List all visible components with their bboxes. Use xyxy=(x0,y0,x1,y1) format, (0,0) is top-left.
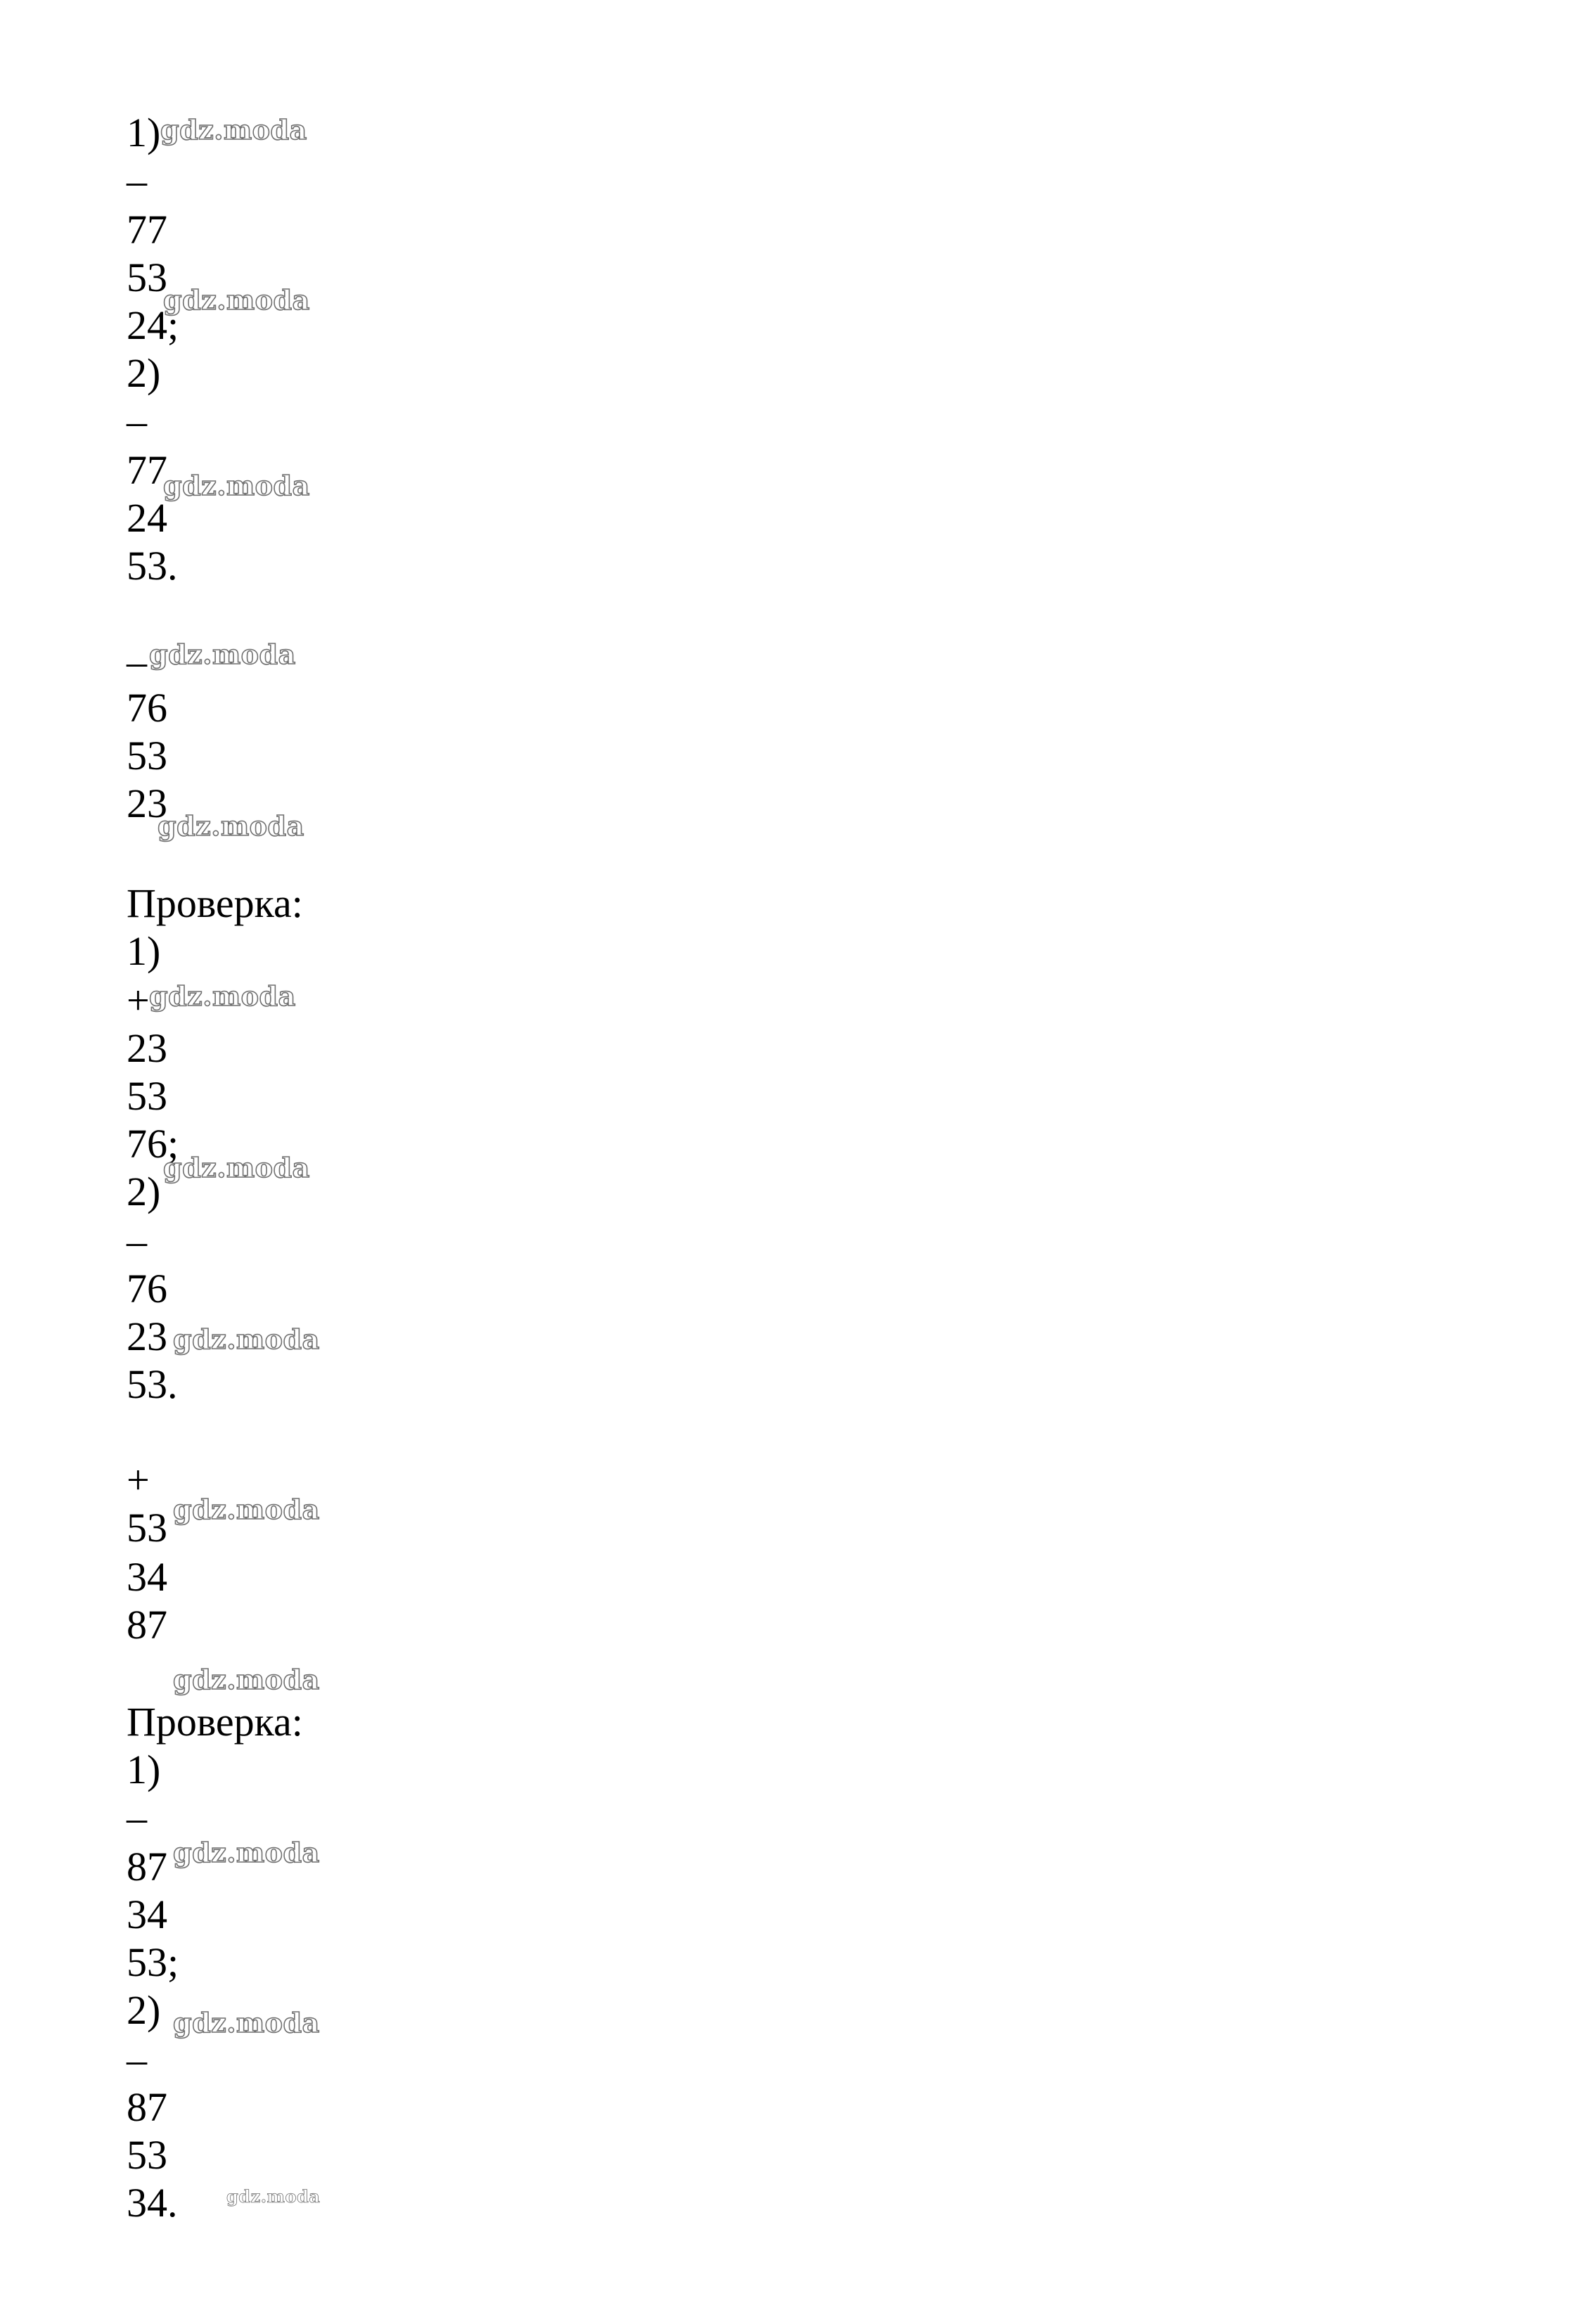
text-line: – xyxy=(127,638,147,684)
watermark: gdz.moda xyxy=(158,810,304,842)
text-line: 23 xyxy=(127,781,167,826)
text-line: 76; xyxy=(127,1121,179,1167)
text-line: 2) xyxy=(127,350,161,396)
watermark: gdz.moda xyxy=(160,114,307,146)
text-line: 34 xyxy=(127,1892,167,1937)
text-line: – xyxy=(127,398,147,444)
watermark: gdz.moda xyxy=(173,1494,320,1525)
text-line: Проверка: xyxy=(127,1699,303,1745)
text-line: – xyxy=(127,1795,147,1840)
text-line: 76 xyxy=(127,685,167,731)
text-line: 87 xyxy=(127,1602,167,1648)
text-line: 87 xyxy=(127,2084,167,2130)
text-line: 2) xyxy=(127,1169,161,1214)
watermark: gdz.moda xyxy=(173,1664,320,1695)
text-line: 1) xyxy=(127,1747,161,1792)
watermark: gdz.moda xyxy=(163,1152,310,1183)
text-line: 53 xyxy=(127,1073,167,1119)
text-line: 53 xyxy=(127,2132,167,2178)
text-line: 23 xyxy=(127,1025,167,1071)
text-line: 76 xyxy=(127,1266,167,1311)
watermark: gdz.moda xyxy=(173,1323,320,1355)
text-line: 77 xyxy=(127,447,167,493)
text-line: 87 xyxy=(127,1844,167,1889)
text-line: + xyxy=(127,1457,150,1503)
text-line: 1) xyxy=(127,928,161,974)
watermark: gdz.moda xyxy=(163,284,310,316)
watermark: gdz.moda xyxy=(163,470,310,501)
text-line: 24 xyxy=(127,495,167,541)
text-line: 53 xyxy=(127,255,167,300)
text-line: – xyxy=(127,158,147,203)
text-line: 1) xyxy=(127,110,161,155)
text-line: 77 xyxy=(127,207,167,252)
watermark: gdz.moda xyxy=(149,980,296,1012)
text-line: 24; xyxy=(127,302,179,348)
text-line: 34. xyxy=(127,2180,178,2226)
text-line: – xyxy=(127,1218,147,1264)
text-line: 53 xyxy=(127,1505,167,1551)
text-line: 53 xyxy=(127,733,167,778)
text-line: 34 xyxy=(127,1554,167,1600)
text-line: 23 xyxy=(127,1314,167,1359)
watermark: gdz.moda xyxy=(149,638,296,670)
text-line: 2) xyxy=(127,1987,161,2033)
text-line: Проверка: xyxy=(127,880,303,926)
text-line: + xyxy=(127,977,150,1023)
text-line: 53. xyxy=(127,1361,178,1407)
watermark: gdz.moda xyxy=(226,2186,321,2207)
text-line: 53. xyxy=(127,543,178,589)
text-line: 53; xyxy=(127,1939,179,1985)
text-line: – xyxy=(127,2036,147,2082)
watermark: gdz.moda xyxy=(173,1837,320,1868)
watermark: gdz.moda xyxy=(173,2007,320,2039)
